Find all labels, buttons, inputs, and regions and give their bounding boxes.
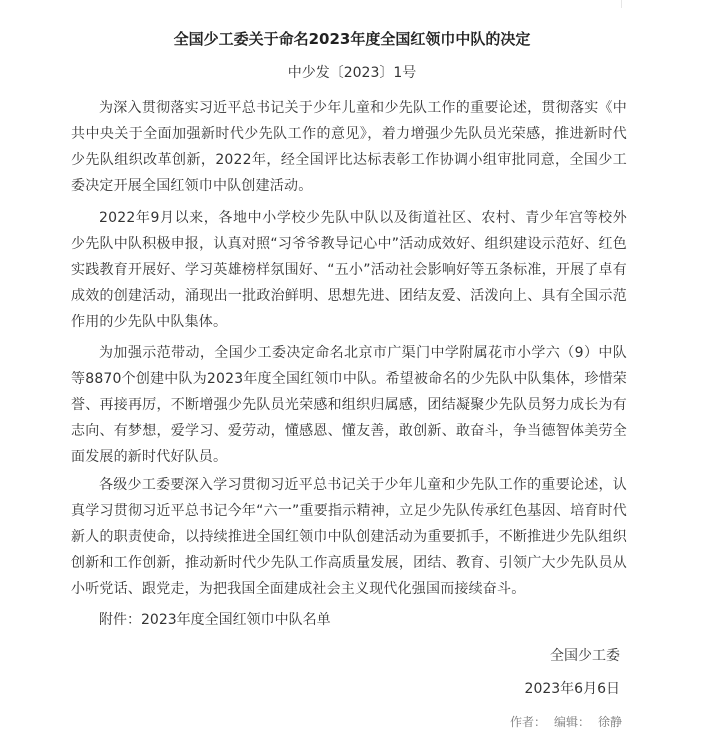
body-paragraph-2: 2022年9月以来，各地中小学校少先队中队以及街道社区、农村、青少年宫等校外少先队中队积极申报，认真对照“习爷爷教导记心中”活动成效好、组织建设示范好、红色实践教育开展好、学习英雄榜样氛围好、“五小”活动社会影响好等五条标准，开展了卓有成效的创建活动，涌现出一批政治鲜明、思想先进、团结友爱、活泼向上、具有全国示范作用的少先队中队集体。 [71, 210, 627, 330]
document-number: 中少发〔2023〕1号 [287, 65, 417, 81]
divider [621, 0, 622, 8]
body-paragraph-1: 为深入贯彻落实习近平总书记关于少年儿童和少先队工作的重要论述，贯彻落实《中共中央关于全面加强新时代少先队工作的意见》，着力增强少先队员光荣感，推进新时代少先队组织改革创新，2022年，经全国评比达标表彰工作协调小组审批同意，全国少工委决定开展全国红领巾中队创建活动。 [71, 100, 627, 194]
editor-label: 编辑： [553, 715, 590, 729]
attachment-line: 附件：2023年度全国红领巾中队名单 [99, 612, 331, 628]
byline [510, 712, 622, 732]
document-title: 全国少工委关于命名2023年度全国红领巾中队的决定 [173, 30, 531, 48]
author-label: 作者： [509, 715, 546, 729]
body-paragraph-4: 各级少工委要深入学习贯彻习近平总书记关于少年儿童和少先队工作的重要论述，认真学习贯彻习近平总书记今年“六一”重要指示精神，立足少先队传承红色基因、培育时代新人的职责使命，以持续推进全国红领巾中队创建活动为重要抓手，不断推进少先队组织创新和工作创新，推动新时代少先队工作高质量发展，团结、教育、引领广大少先队员从小听党话、跟党走，为把我国全面建成社会主义现代化强国而接续奋斗。 [71, 477, 627, 597]
signature: 全国少工委 [550, 648, 620, 664]
editor-name: 徐静 [597, 715, 622, 729]
issue-date: 2023年6月6日 [524, 681, 620, 697]
body-paragraph-3: 为加强示范带动，全国少工委决定命名北京市广渠门中学附属花市小学六（9）中队等8870个创建中队为2023年度全国红领巾中队。希望被命名的少先队中队集体，珍惜荣誉、再接再厉，不断增强少先队员光荣感和组织归属感，团结凝聚少先队员努力成长为有志向、有梦想，爱学习、爱劳动，懂感恩、懂友善，敢创新、敢奋斗，争当德智体美劳全面发展的新时代好队员。 [71, 345, 627, 465]
